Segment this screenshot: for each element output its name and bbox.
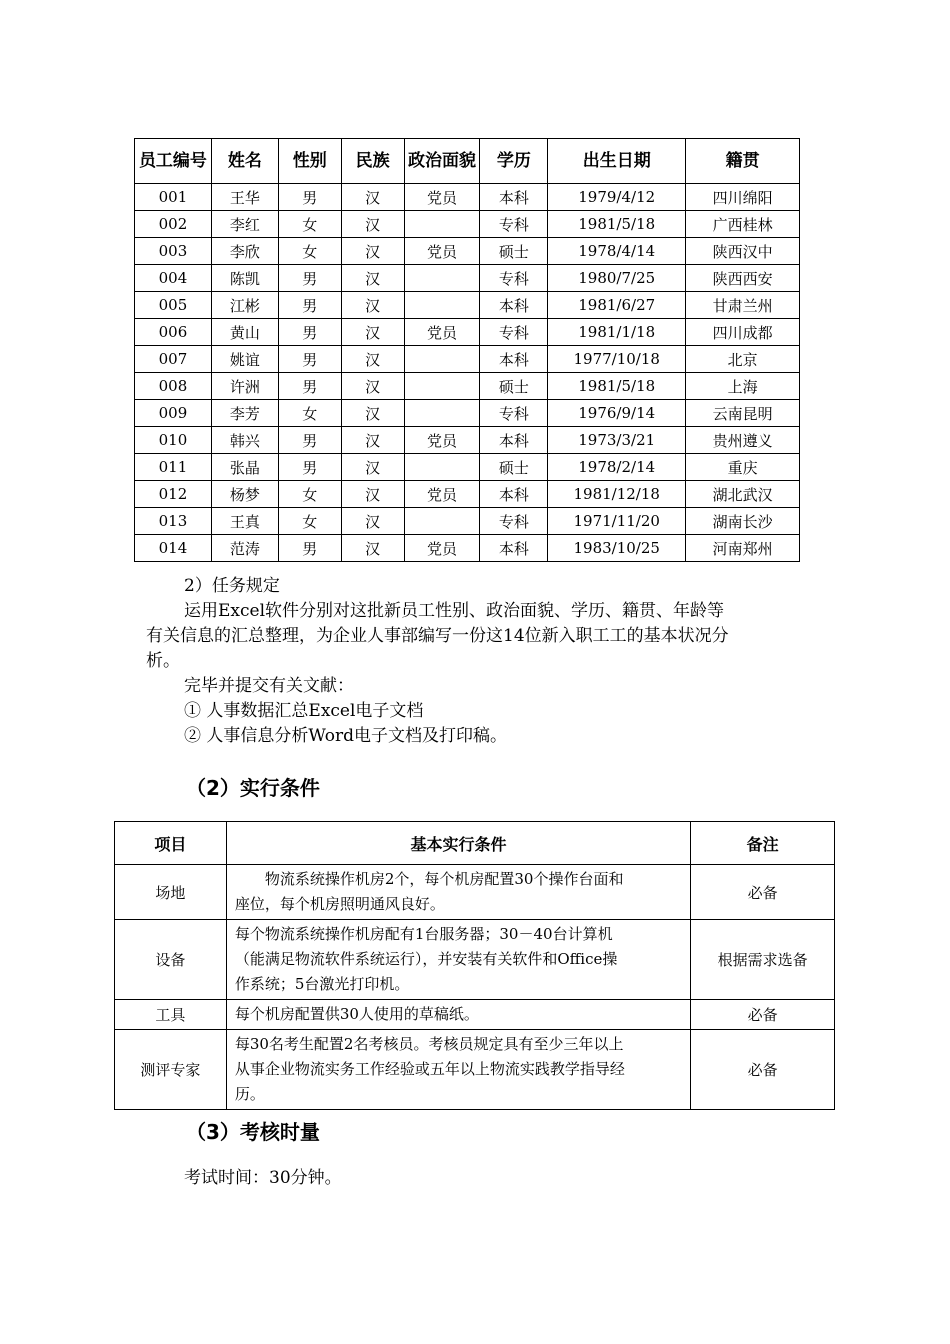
condition-description-line: （能满足物流软件系统运行），并安装有关软件和Office操 [234, 950, 618, 968]
employee-id-cell: 003 [135, 238, 212, 265]
political-status-cell [404, 400, 480, 427]
exam-time: 考试时间：30分钟。 [184, 1168, 342, 1188]
gender-cell: 女 [278, 211, 341, 238]
gender-cell: 男 [278, 265, 341, 292]
condition-description-cell [226, 1030, 690, 1110]
education-cell: 硕士 [480, 373, 548, 400]
employee-row [135, 427, 800, 454]
employee-row [135, 319, 800, 346]
condition-description-line: 座位，每个机房照明通风良好。 [234, 895, 445, 913]
ethnicity-cell: 汉 [341, 535, 404, 562]
education-cell: 本科 [480, 481, 548, 508]
native-place-cell: 重庆 [686, 454, 800, 481]
name-cell: 张晶 [211, 454, 278, 481]
political-status-cell: 党员 [404, 319, 480, 346]
col-gender: 性别 [278, 139, 341, 184]
ethnicity-cell: 汉 [341, 184, 404, 211]
gender-cell: 男 [278, 427, 341, 454]
condition-item-cell: 工具 [115, 1000, 227, 1030]
conditions-table-header [115, 822, 835, 865]
col-name: 姓名 [211, 139, 278, 184]
gender-cell: 男 [278, 184, 341, 211]
condition-note-cell: 必备 [691, 1000, 835, 1030]
submit-item-1: ① 人事数据汇总Excel电子文档 [184, 701, 424, 721]
ethnicity-cell: 汉 [341, 400, 404, 427]
employee-id-cell: 012 [135, 481, 212, 508]
employee-id-cell: 013 [135, 508, 212, 535]
birth-date-cell: 1981/6/27 [548, 292, 686, 319]
employee-row [135, 481, 800, 508]
col-employee-id: 员工编号 [135, 139, 212, 184]
birth-date-cell: 1979/4/12 [548, 184, 686, 211]
employee-row [135, 373, 800, 400]
conditions-row [115, 865, 835, 920]
education-cell: 本科 [480, 427, 548, 454]
gender-cell: 男 [278, 292, 341, 319]
gender-cell: 女 [278, 481, 341, 508]
ethnicity-cell: 汉 [341, 508, 404, 535]
employee-id-cell: 006 [135, 319, 212, 346]
gender-cell: 女 [278, 508, 341, 535]
ethnicity-cell: 汉 [341, 292, 404, 319]
employee-id-cell: 008 [135, 373, 212, 400]
education-cell: 专科 [480, 265, 548, 292]
education-cell: 专科 [480, 211, 548, 238]
native-place-cell: 上海 [686, 373, 800, 400]
political-status-cell [404, 211, 480, 238]
col-item: 项目 [115, 822, 227, 865]
employee-row [135, 535, 800, 562]
birth-date-cell: 1983/10/25 [548, 535, 686, 562]
condition-description-cell [226, 865, 690, 920]
ethnicity-cell: 汉 [341, 265, 404, 292]
employee-id-cell: 011 [135, 454, 212, 481]
name-cell: 范涛 [211, 535, 278, 562]
section-2-title: （2）实行条件 [186, 776, 320, 800]
birth-date-cell: 1978/4/14 [548, 238, 686, 265]
conditions-row [115, 920, 835, 1000]
condition-description-cell [226, 920, 690, 1000]
political-status-cell [404, 265, 480, 292]
employee-row [135, 400, 800, 427]
political-status-cell: 党员 [404, 184, 480, 211]
employee-row [135, 211, 800, 238]
native-place-cell: 广西桂林 [686, 211, 800, 238]
gender-cell: 男 [278, 346, 341, 373]
birth-date-cell: 1981/5/18 [548, 373, 686, 400]
ethnicity-cell: 汉 [341, 238, 404, 265]
ethnicity-cell: 汉 [341, 373, 404, 400]
condition-item-cell: 设备 [115, 920, 227, 1000]
gender-cell: 女 [278, 400, 341, 427]
employee-row [135, 292, 800, 319]
birth-date-cell: 1980/7/25 [548, 265, 686, 292]
ethnicity-cell: 汉 [341, 211, 404, 238]
gender-cell: 男 [278, 454, 341, 481]
political-status-cell [404, 346, 480, 373]
task-heading: 2）任务规定 [184, 576, 280, 596]
name-cell: 李芳 [211, 400, 278, 427]
political-status-cell [404, 292, 480, 319]
gender-cell: 男 [278, 373, 341, 400]
education-cell: 本科 [480, 346, 548, 373]
birth-date-cell: 1981/12/18 [548, 481, 686, 508]
employee-row [135, 454, 800, 481]
native-place-cell: 云南昆明 [686, 400, 800, 427]
condition-description-line: 每30名考生配置2名考核员。考核员规定具有至少三年以上 [234, 1035, 624, 1053]
col-education: 学历 [480, 139, 548, 184]
conditions-table [114, 821, 835, 1110]
condition-description-line: 物流系统操作机房2个，每个机房配置30个操作台面和 [264, 870, 624, 888]
task-para-line2: 有关信息的汇总整理，为企业人事部编写一份这14位新入职工工的基本状况分 [146, 626, 729, 646]
col-ethnicity: 民族 [341, 139, 404, 184]
native-place-cell: 湖北武汉 [686, 481, 800, 508]
employee-id-cell: 014 [135, 535, 212, 562]
education-cell: 本科 [480, 535, 548, 562]
condition-note-cell: 必备 [691, 1030, 835, 1110]
gender-cell: 女 [278, 238, 341, 265]
name-cell: 杨梦 [211, 481, 278, 508]
native-place-cell: 贵州遵义 [686, 427, 800, 454]
condition-note-cell: 根据需求选备 [691, 920, 835, 1000]
employee-table [134, 138, 800, 562]
employee-id-cell: 004 [135, 265, 212, 292]
employee-row [135, 265, 800, 292]
birth-date-cell: 1981/1/18 [548, 319, 686, 346]
native-place-cell: 陕西西安 [686, 265, 800, 292]
gender-cell: 男 [278, 535, 341, 562]
name-cell: 王华 [211, 184, 278, 211]
employee-id-cell: 001 [135, 184, 212, 211]
birth-date-cell: 1981/5/18 [548, 211, 686, 238]
ethnicity-cell: 汉 [341, 427, 404, 454]
native-place-cell: 四川绵阳 [686, 184, 800, 211]
employee-id-cell: 007 [135, 346, 212, 373]
employee-id-cell: 005 [135, 292, 212, 319]
employee-row [135, 238, 800, 265]
condition-description-line: 每个物流系统操作机房配有1台服务器；30－40台计算机 [234, 925, 613, 943]
submit-text: 完毕并提交有关文献： [184, 676, 354, 696]
employee-table-header [135, 139, 800, 184]
political-status-cell: 党员 [404, 238, 480, 265]
condition-note-cell: 必备 [691, 865, 835, 920]
employee-row [135, 346, 800, 373]
employee-row [135, 508, 800, 535]
ethnicity-cell: 汉 [341, 319, 404, 346]
education-cell: 硕士 [480, 454, 548, 481]
condition-description-line: 从事企业物流实务工作经验或五年以上物流实践教学指导经 [234, 1060, 625, 1078]
birth-date-cell: 1976/9/14 [548, 400, 686, 427]
education-cell: 专科 [480, 400, 548, 427]
name-cell: 李红 [211, 211, 278, 238]
col-political-status: 政治面貌 [404, 139, 480, 184]
native-place-cell: 湖南长沙 [686, 508, 800, 535]
political-status-cell: 党员 [404, 535, 480, 562]
task-para-line3: 析。 [146, 651, 180, 671]
submit-item-2: ② 人事信息分析Word电子文档及打印稿。 [184, 726, 507, 746]
condition-description-line: 历。 [234, 1085, 265, 1103]
name-cell: 许洲 [211, 373, 278, 400]
political-status-cell: 党员 [404, 481, 480, 508]
conditions-row [115, 1000, 835, 1030]
col-note: 备注 [691, 822, 835, 865]
condition-item-cell: 场地 [115, 865, 227, 920]
native-place-cell: 河南郑州 [686, 535, 800, 562]
col-birth-date: 出生日期 [548, 139, 686, 184]
col-native-place: 籍贯 [686, 139, 800, 184]
native-place-cell: 四川成都 [686, 319, 800, 346]
political-status-cell [404, 373, 480, 400]
native-place-cell: 陕西汉中 [686, 238, 800, 265]
employee-id-cell: 010 [135, 427, 212, 454]
name-cell: 王真 [211, 508, 278, 535]
birth-date-cell: 1978/2/14 [548, 454, 686, 481]
employee-id-cell: 009 [135, 400, 212, 427]
name-cell: 黄山 [211, 319, 278, 346]
ethnicity-cell: 汉 [341, 346, 404, 373]
education-cell: 专科 [480, 319, 548, 346]
employee-row [135, 184, 800, 211]
section-3-title: （3）考核时量 [186, 1120, 320, 1144]
condition-description-line: 每个机房配置供30人使用的草稿纸。 [234, 1005, 479, 1023]
education-cell: 本科 [480, 184, 548, 211]
political-status-cell [404, 508, 480, 535]
name-cell: 姚谊 [211, 346, 278, 373]
conditions-row [115, 1030, 835, 1110]
education-cell: 专科 [480, 508, 548, 535]
condition-description-cell [226, 1000, 690, 1030]
condition-item-cell: 测评专家 [115, 1030, 227, 1110]
birth-date-cell: 1977/10/18 [548, 346, 686, 373]
name-cell: 李欣 [211, 238, 278, 265]
native-place-cell: 甘肃兰州 [686, 292, 800, 319]
condition-description-line: 作系统；5台激光打印机。 [234, 975, 410, 993]
birth-date-cell: 1973/3/21 [548, 427, 686, 454]
col-conditions: 基本实行条件 [226, 822, 690, 865]
name-cell: 江彬 [211, 292, 278, 319]
name-cell: 陈凯 [211, 265, 278, 292]
ethnicity-cell: 汉 [341, 481, 404, 508]
employee-id-cell: 002 [135, 211, 212, 238]
ethnicity-cell: 汉 [341, 454, 404, 481]
task-para-line1: 运用Excel软件分别对这批新员工性别、政治面貌、学历、籍贯、年龄等 [184, 601, 725, 621]
birth-date-cell: 1971/11/20 [548, 508, 686, 535]
gender-cell: 男 [278, 319, 341, 346]
native-place-cell: 北京 [686, 346, 800, 373]
education-cell: 本科 [480, 292, 548, 319]
education-cell: 硕士 [480, 238, 548, 265]
political-status-cell: 党员 [404, 427, 480, 454]
political-status-cell [404, 454, 480, 481]
name-cell: 韩兴 [211, 427, 278, 454]
